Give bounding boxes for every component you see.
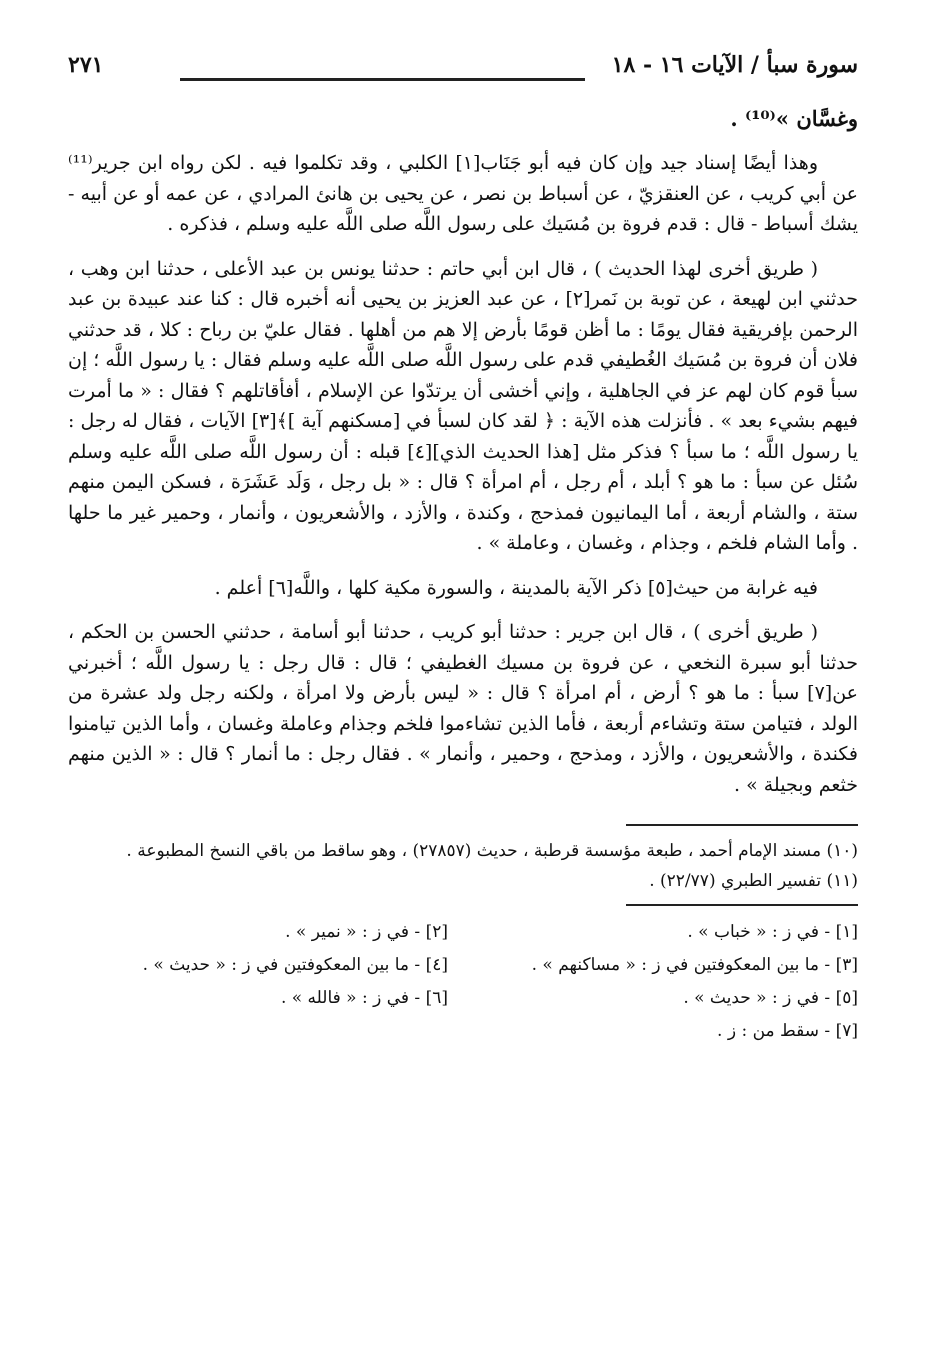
- variant-7: [٧] - سقط من : ز .: [717, 1021, 858, 1041]
- variant-1: [١] - في ز : « خباب » .: [687, 922, 858, 942]
- footnotes: [68, 824, 858, 896]
- surah-title: سورة سبأ / الآيات ١٦ - ١٨: [611, 52, 858, 78]
- paragraph-4: ( طريق أخرى ) ، قال ابن جرير : حدثنا أبو كريب ، حدثنا أبو أسامة ، حدثني الحسن بن الحكم ، حدثنا أبو سبرة النخعي ، عن فروة بن مسيك الغطيفي ؛ قال : قال رجل : يا رسول اللَّه ؛ أخبرني عن[٧] سبأ : ما هو ؟ أرض ، أم امرأة ؟ قال : « ليس بأرض ولا امرأة ، ولكنه رجل ولد عشرة من الولد ، فتيامن ستة وتشاءم أربعة ، فأما الذين تشاءموا فلخم وجذام وعاملة وغسان ، وأما الذين تيامنوا فكندة ، والأشعريون ، والأزد ، ومذحج ، وحمير ، وأنمار » . فقال رجل : ما أنمار ؟ قال : « الذين منهم خثعم وبجيلة » .: [68, 621, 858, 796]
- variant-4: [٤] - ما بين المعكوفتين في ز : « حديث » .: [142, 955, 448, 975]
- paragraph-3: فيه غرابة من حيث[٥] ذكر الآية بالمدينة ، والسورة مكية كلها ، واللَّه[٦] أعلم .: [214, 576, 818, 599]
- variant-6: [٦] - في ز : « فالله » .: [280, 988, 448, 1008]
- variant-2: [٢] - في ز : « نمير » .: [285, 922, 448, 942]
- footnote-10: (١٠) مسند الإمام أحمد ، طبعة مؤسسة قرطبة ، حديث (٢٧٨٥٧) ، وهو ساقط من باقي النسخ المطبوعة .: [126, 841, 858, 861]
- footnote-11: (١١) تفسير الطبري (٢٢/٧٧) .: [649, 871, 858, 891]
- variant-rule: [626, 904, 858, 906]
- header-rule: [180, 78, 585, 81]
- variant-3: [٣] - ما بين المعكوفتين في ز : « مساكنهم » .: [531, 955, 858, 975]
- variant-notes: [68, 904, 858, 1048]
- footnote-rule: [626, 824, 858, 826]
- paragraph-1: وهذا أيضًا إسناد جيد وإن كان فيه أبو جَنَاب[١] الكلبي ، وقد تكلموا فيه . لكن رواه ابن جرير⁽¹¹⁾ عن أبي كريب ، عن العنقزيّ ، عن أسباط بن نصر ، عن يحيى بن هانئ المرادي ، عن عمه أو عن أبيه - يشك أسباط - قال : قدم فروة بن مُسَيك على رسول اللَّه صلى اللَّه عليه وسلم ، فذكره .: [68, 152, 858, 235]
- variant-5: [٥] - في ز : « حديث » .: [683, 988, 858, 1008]
- paragraph-2: ( طريق أخرى لهذا الحديث ) ، قال ابن أبي حاتم : حدثنا يونس بن عبد الأعلى ، حدثنا ابن وهب ، حدثني ابن لهيعة ، عن توبة بن نَمر[٢] ، عن عبد العزيز بن يحيى أنه أخبره قال : كنا عند عبيدة بن عبد الرحمن بإفريقية فقال يومًا : ما أظن قومًا بأرض إلا هم من أهلها . فقال عليّ بن رباح : كلا ، قد حدثني فلان أن فروة بن مُسَيك الغُطيفي قدم على رسول اللَّه صلى اللَّه عليه وسلم فقال : يا رسول اللَّه ؛ إن سبأ قوم كان لهم عز في الجاهلية ، وإني أخشى أن يرتدّوا عن الإسلام ، أفأقاتلهم ؟ فقال : « ما أمرت فيهم بشيء بعد » . فأنزلت هذه الآية : ﴿ لقد كان لسبأ في [مسكنهم آية ]﴾[٣] الآيات ، فقال له رجل : يا رسول اللَّه ؛ ما سبأ ؟ فذكر مثل [هذا الحديث الذي][٤] قبله : أن رسول اللَّه صلى اللَّه عليه وسلم سُئل عن سبأ : ما هو ؟ أبلد ، أم رجل ، أم امرأة ؟ قال : « بل رجل ، وَلَد عَشَرَة ، فسكن اليمن منهم ستة ، والشام أربعة ، أما اليمانيون فمذحج ، وكندة ، والأزد ، والأشعريون ، وأنمار ، وحمير غير ما حلها . وأما الشام فلخم ، وجذام ، وغسان ، وعاملة » .: [68, 257, 858, 554]
- variant-grid: [68, 916, 858, 1048]
- page-number: ٢٧١: [68, 52, 104, 78]
- lead-line: وغسَّان »⁽¹⁰⁾ .: [730, 106, 858, 131]
- running-header: [68, 52, 858, 96]
- book-page: [68, 52, 858, 1048]
